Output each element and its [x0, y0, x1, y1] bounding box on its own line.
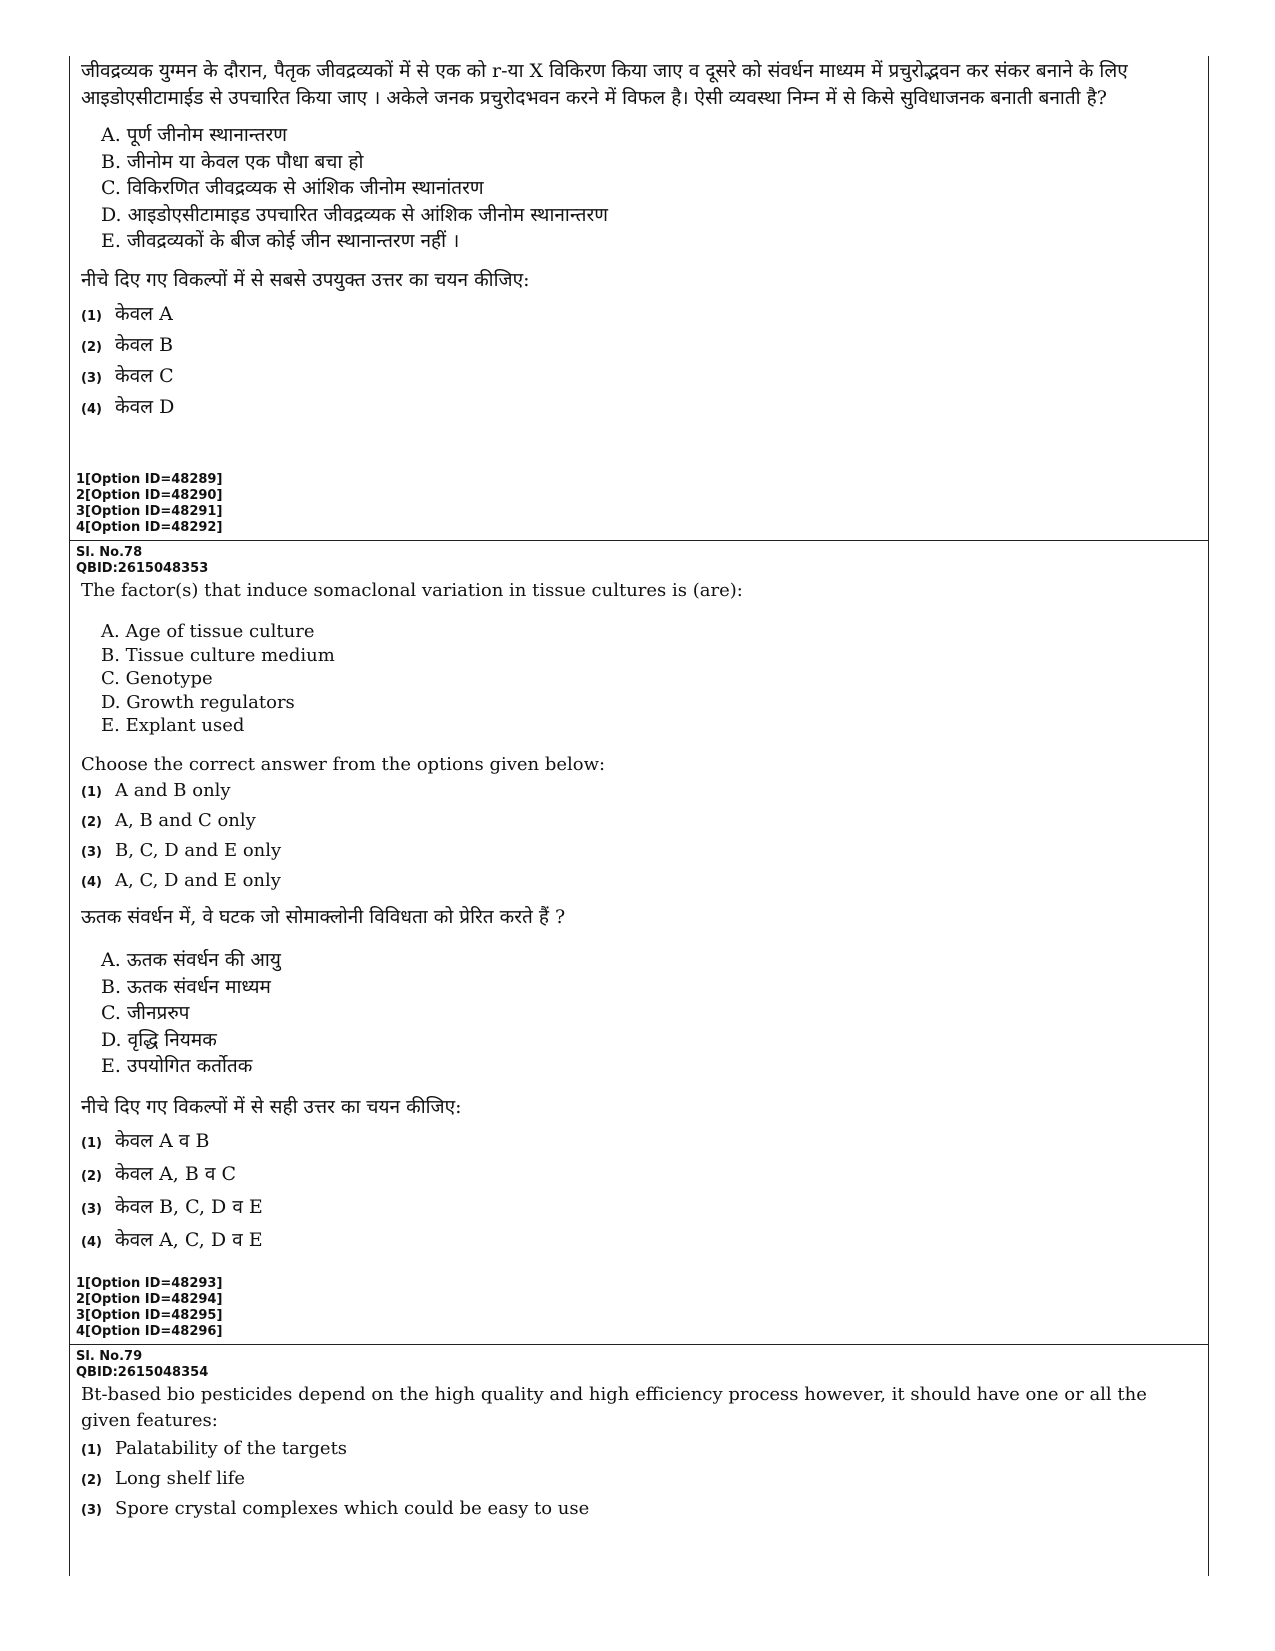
question-79-header	[70, 1349, 1208, 1381]
option-text: Long shelf life	[115, 1468, 246, 1489]
option-number: (1)	[81, 1135, 102, 1151]
option-number: (2)	[81, 814, 102, 830]
option-id: 4[Option ID=48292]	[76, 520, 223, 535]
option-3[interactable]	[70, 1498, 1208, 1528]
statement-e: E. उपयोगित कर्तोतक	[101, 1055, 253, 1077]
option-text: Palatability of the targets	[115, 1438, 348, 1459]
question-text: ऊतक संवर्धन में, वे घटक जो सोमाक्लोनी विविधता को प्रेरित करते हैं ?	[81, 906, 566, 928]
question-78-header	[70, 545, 1208, 577]
option-id-list	[70, 472, 1208, 536]
option-list	[70, 1127, 1208, 1259]
question-77-hindi	[70, 58, 1208, 424]
option-text: केवल A, C, D व E	[115, 1228, 263, 1251]
question-79-english	[70, 1382, 1208, 1528]
option-number: (3)	[81, 1201, 102, 1217]
statement-b: B. Tissue culture medium	[101, 644, 335, 666]
statement-list	[70, 947, 1208, 1080]
option-number: (3)	[81, 1503, 102, 1518]
option-3[interactable]	[70, 1193, 1208, 1226]
choose-instruction: नीचे दिए गए विकल्पों में से सही उत्तर का चयन कीजिए:	[81, 1095, 462, 1118]
qbid: QBID:2615048353	[76, 561, 209, 576]
option-number: (4)	[81, 874, 102, 890]
statement-d: D. Growth regulators	[101, 691, 295, 713]
statement-list	[70, 620, 1208, 738]
statement-b: B. ऊतक संवर्धन माध्यम	[101, 975, 271, 998]
statement-c: C. जीनप्ररुप	[101, 1002, 190, 1024]
option-number: (2)	[81, 1168, 102, 1184]
option-text: केवल C	[115, 364, 174, 387]
question-paper-frame	[69, 56, 1209, 1576]
option-number: (1)	[81, 784, 102, 800]
statement-a: A. पूर्ण जीनोम स्थानान्तरण	[101, 124, 287, 146]
option-text: A, C, D and E only	[115, 869, 281, 891]
option-list	[70, 780, 1208, 900]
statement-list	[70, 122, 1208, 255]
question-text: The factor(s) that induce somaclonal variation in tissue cultures is (are):	[81, 580, 743, 601]
statement-d: D. वृद्धि नियमक	[101, 1028, 217, 1051]
statement-c: C. Genotype	[101, 668, 213, 689]
option-number: (2)	[81, 339, 102, 355]
choose-instruction: नीचे दिए गए विकल्पों में से सबसे उपयुक्त उत्तर का चयन कीजिए:	[81, 268, 530, 291]
option-4[interactable]	[70, 393, 1208, 424]
option-2[interactable]	[70, 810, 1208, 840]
option-text: B, C, D and E only	[115, 839, 282, 861]
statement-e: E. Explant used	[101, 715, 245, 736]
option-text: A, B and C only	[115, 809, 256, 831]
option-text: Spore crystal complexes which could be easy to use	[115, 1498, 590, 1519]
option-id: 1[Option ID=48293]	[76, 1276, 223, 1291]
option-1[interactable]	[70, 780, 1208, 810]
option-id: 4[Option ID=48296]	[76, 1324, 223, 1339]
qbid: QBID:2615048354	[76, 1365, 209, 1380]
option-id: 3[Option ID=48295]	[76, 1308, 223, 1323]
option-id: 1[Option ID=48289]	[76, 472, 223, 487]
question-78-english	[70, 578, 1208, 900]
option-id: 2[Option ID=48290]	[76, 488, 223, 503]
option-4[interactable]	[70, 1226, 1208, 1259]
question-text: जीवद्रव्यक युग्मन के दौरान, पैतृक जीवद्रव्यकों में से एक को r-या X विकिरण किया जाए व दूसरे को संवर्धन माध्यम में प्रचुरोद्भवन कर संकर बनाने के लिए आइडोएसीटामाईड से उपचारित किया जाए । अकेले जनक प्रचुरोदभवन करने में विफल है। ऐसी व्यवस्था निम्न में से किसे सुविधाजनक बनाती बनाती है?	[81, 60, 1128, 109]
option-text: केवल A, B व C	[115, 1162, 237, 1185]
option-text: केवल B	[115, 333, 174, 356]
serial-number: Sl. No.78	[76, 545, 143, 560]
question-78-hindi	[70, 904, 1208, 1259]
option-id: 2[Option ID=48294]	[76, 1292, 223, 1307]
section-divider	[70, 1344, 1208, 1345]
option-number: (1)	[81, 308, 102, 324]
option-number: (1)	[81, 1443, 102, 1458]
option-id: 3[Option ID=48291]	[76, 504, 223, 519]
option-2[interactable]	[70, 1160, 1208, 1193]
option-1[interactable]	[70, 300, 1208, 331]
option-text: केवल B, C, D व E	[115, 1195, 263, 1218]
option-number: (3)	[81, 370, 102, 386]
choose-instruction: Choose the correct answer from the options given below:	[81, 753, 606, 775]
statement-c: C. विकिरणित जीवद्रव्यक से आंशिक जीनोम स्थानांतरण	[101, 177, 484, 199]
option-3[interactable]	[70, 362, 1208, 393]
option-1[interactable]	[70, 1127, 1208, 1160]
option-number: (4)	[81, 401, 102, 417]
option-number: (4)	[81, 1234, 102, 1250]
option-text: A and B only	[115, 779, 231, 801]
option-text: केवल A व B	[115, 1129, 210, 1152]
statement-a: A. ऊतक संवर्धन की आयु	[101, 949, 281, 971]
option-3[interactable]	[70, 840, 1208, 870]
option-number: (3)	[81, 844, 102, 860]
question-text: Bt-based bio pesticides depend on the high quality and high efficiency process however, it should have one or all the given features:	[81, 1384, 1147, 1431]
serial-number: Sl. No.79	[76, 1349, 143, 1364]
option-number: (2)	[81, 1473, 102, 1488]
option-id-list	[70, 1276, 1208, 1340]
section-divider	[70, 540, 1208, 541]
statement-d: D. आइडोएसीटामाइड उपचारित जीवद्रव्यक से आंशिक जीनोम स्थानान्तरण	[101, 203, 609, 226]
option-2[interactable]	[70, 1468, 1208, 1498]
option-text: केवल A	[115, 302, 173, 325]
option-list	[70, 1438, 1208, 1528]
statement-e: E. जीवद्रव्यकों के बीज कोई जीन स्थानान्तरण नहीं ।	[101, 230, 460, 252]
option-text: केवल D	[115, 395, 175, 418]
option-1[interactable]	[70, 1438, 1208, 1468]
statement-b: B. जीनोम या केवल एक पौधा बचा हो	[101, 150, 364, 173]
option-4[interactable]	[70, 870, 1208, 900]
statement-a: A. Age of tissue culture	[101, 621, 315, 642]
option-list	[70, 300, 1208, 424]
option-2[interactable]	[70, 331, 1208, 362]
